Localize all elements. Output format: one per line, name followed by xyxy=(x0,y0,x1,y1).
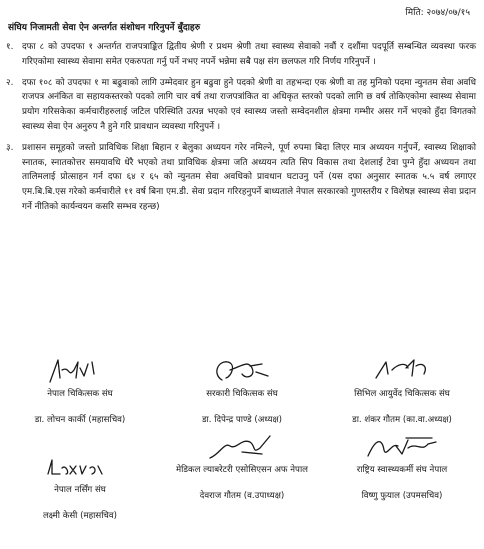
signatory-name: विष्णु फुयाल (उपमसचिव) xyxy=(361,491,443,501)
point-number: ३. xyxy=(6,142,14,153)
point-item xyxy=(6,141,476,215)
signatory-block xyxy=(322,356,482,425)
signatory-name: डा. शंकर गौतम (का.वा.अध्यक्ष) xyxy=(352,415,452,425)
signature-image xyxy=(202,432,282,462)
signatory-name: डा. दिपेन्द्र पाण्डे (अध्यक्ष) xyxy=(201,415,283,425)
signatory-block xyxy=(0,452,160,521)
signatory-name: डा. लोचन कार्की (महासचिव) xyxy=(34,415,126,425)
point-text: प्रशासन समूहको जस्तो प्राविधिक शिक्षा बिहान र बेलुका अध्ययन गरेर नमिल्ने, पूर्ण रुपमा बिदा लिएर मात्र अध्ययन गर्नुपर्ने, स्वास्थ्य शिक्षाको स्नातक, स्नातकोत्तर समयावधि धेरै भएको तथा प्राविधिक क्षेत्रमा जति अध्ययन त्यति सिप विकास तथा देशलाई टेवा पुग्ने हुँदा अध्ययन तथा तालिमलाई प्रोत्साहन गर्न दफा ६४ र ६५ को न्युनतम सेवा अवधिको प्रावधान घटाउनु पर्ने (यस दफा अनुसार स्नातक ५.५ वर्ष लगाएर एम.बि.बि.एस गरेको कर्मचारीले ११ वर्ष बिना एम.डी. सेवा प्रदान गरिरहनुपर्ने बाध्यताले नेपाल सरकारको गुणस्तरीय र विशेषज्ञ स्वास्थ्य सेवा प्रदान गर्ने नीतिको कार्यन्वयन कसरि सम्भव रहन्छ) xyxy=(22,142,476,212)
signatory-block xyxy=(0,356,160,425)
point-number: २. xyxy=(6,77,14,88)
signatory-organization: राष्ट्रिय स्वास्थ्यकर्मी संघ नेपाल xyxy=(356,465,448,475)
points-list xyxy=(6,40,476,221)
signatory-name: लक्ष्मी केसी (महासचिव) xyxy=(42,511,118,521)
signatory-organization: सरकारी चिकित्सक संघ xyxy=(206,389,278,399)
signature-image xyxy=(362,356,442,386)
signatory-organization: सिभिल आयुर्वेद चिकित्सक संघ xyxy=(354,389,450,399)
point-item xyxy=(6,76,476,135)
point-number: १. xyxy=(6,42,14,52)
document-date: मिति: २०७४/०७/१५ xyxy=(405,8,470,18)
signatory-organization: नेपाल नर्सिंग संघ xyxy=(54,485,106,495)
signatory-name: देवराज गौतम (व.उपाध्यक्ष) xyxy=(199,491,285,501)
signatory-organization: मेडिकल ल्याबरेटरी एसोसिएसन अफ नेपाल xyxy=(176,465,308,475)
signatory-block xyxy=(322,432,482,501)
document-title: संघिय निजामती सेवा ऐन अन्तर्गत संशोधन गरिनुपर्ने बुँदाहरु xyxy=(8,23,201,33)
signatory-block xyxy=(162,356,322,425)
signature-image xyxy=(40,356,120,386)
signatory-block xyxy=(162,432,322,501)
point-item xyxy=(6,40,476,70)
point-text: दफा १०८ को उपदफा १ मा बढुवाको लागि उम्मेदवार हुन बढुवा हुने पदको श्रेणी वा तहभन्दा एक श्रेणी वा तह मुनिको पदमा न्युनतम सेवा अवधि राजपत्र अनंकित वा सहायकस्तरको पदको लागि चार वर्ष तथा राजपत्रांकित वा अधिकृत स्तरको पदको लागि छ वर्ष तोकिएकोमा स्वास्थ्य सेवामा प्रयोग गरिसकेका कर्मचारीहरुलाई जटिल परिस्थिति उत्पन्न भएको एवं स्वास्थ्य जस्तो सम्वेदनशील क्षेत्रमा गम्भीर असर गर्ने भएको हुँदा विगतको स्वास्थ्य सेवा ऐन अनुरुप नै हुने गरि प्रावधान व्यवस्था गरिनुपर्ने । xyxy=(22,77,476,132)
signature-image xyxy=(40,452,120,482)
signature-image xyxy=(362,432,442,462)
signature-image xyxy=(202,356,282,386)
signatory-organization: नेपाल चिकित्सक संघ xyxy=(47,389,113,399)
point-text: दफा ८ को उपदफा १ अन्तर्गत राजपत्राङ्कित द्वितीय श्रेणी र प्रथम श्रेणी तथा स्वास्थ्य सेवाको नवौं र दशौंमा पदपूर्ति सम्बन्धित व्यवस्था फरक गरिएकोमा स्वास्थ्य सेवामा समेत एकरुपता गर्नु पर्ने नभए नपर्ने भन्नेमा सबै पक्ष संग छलफल गरि निर्णय गरिनुपर्ने । xyxy=(22,42,476,67)
